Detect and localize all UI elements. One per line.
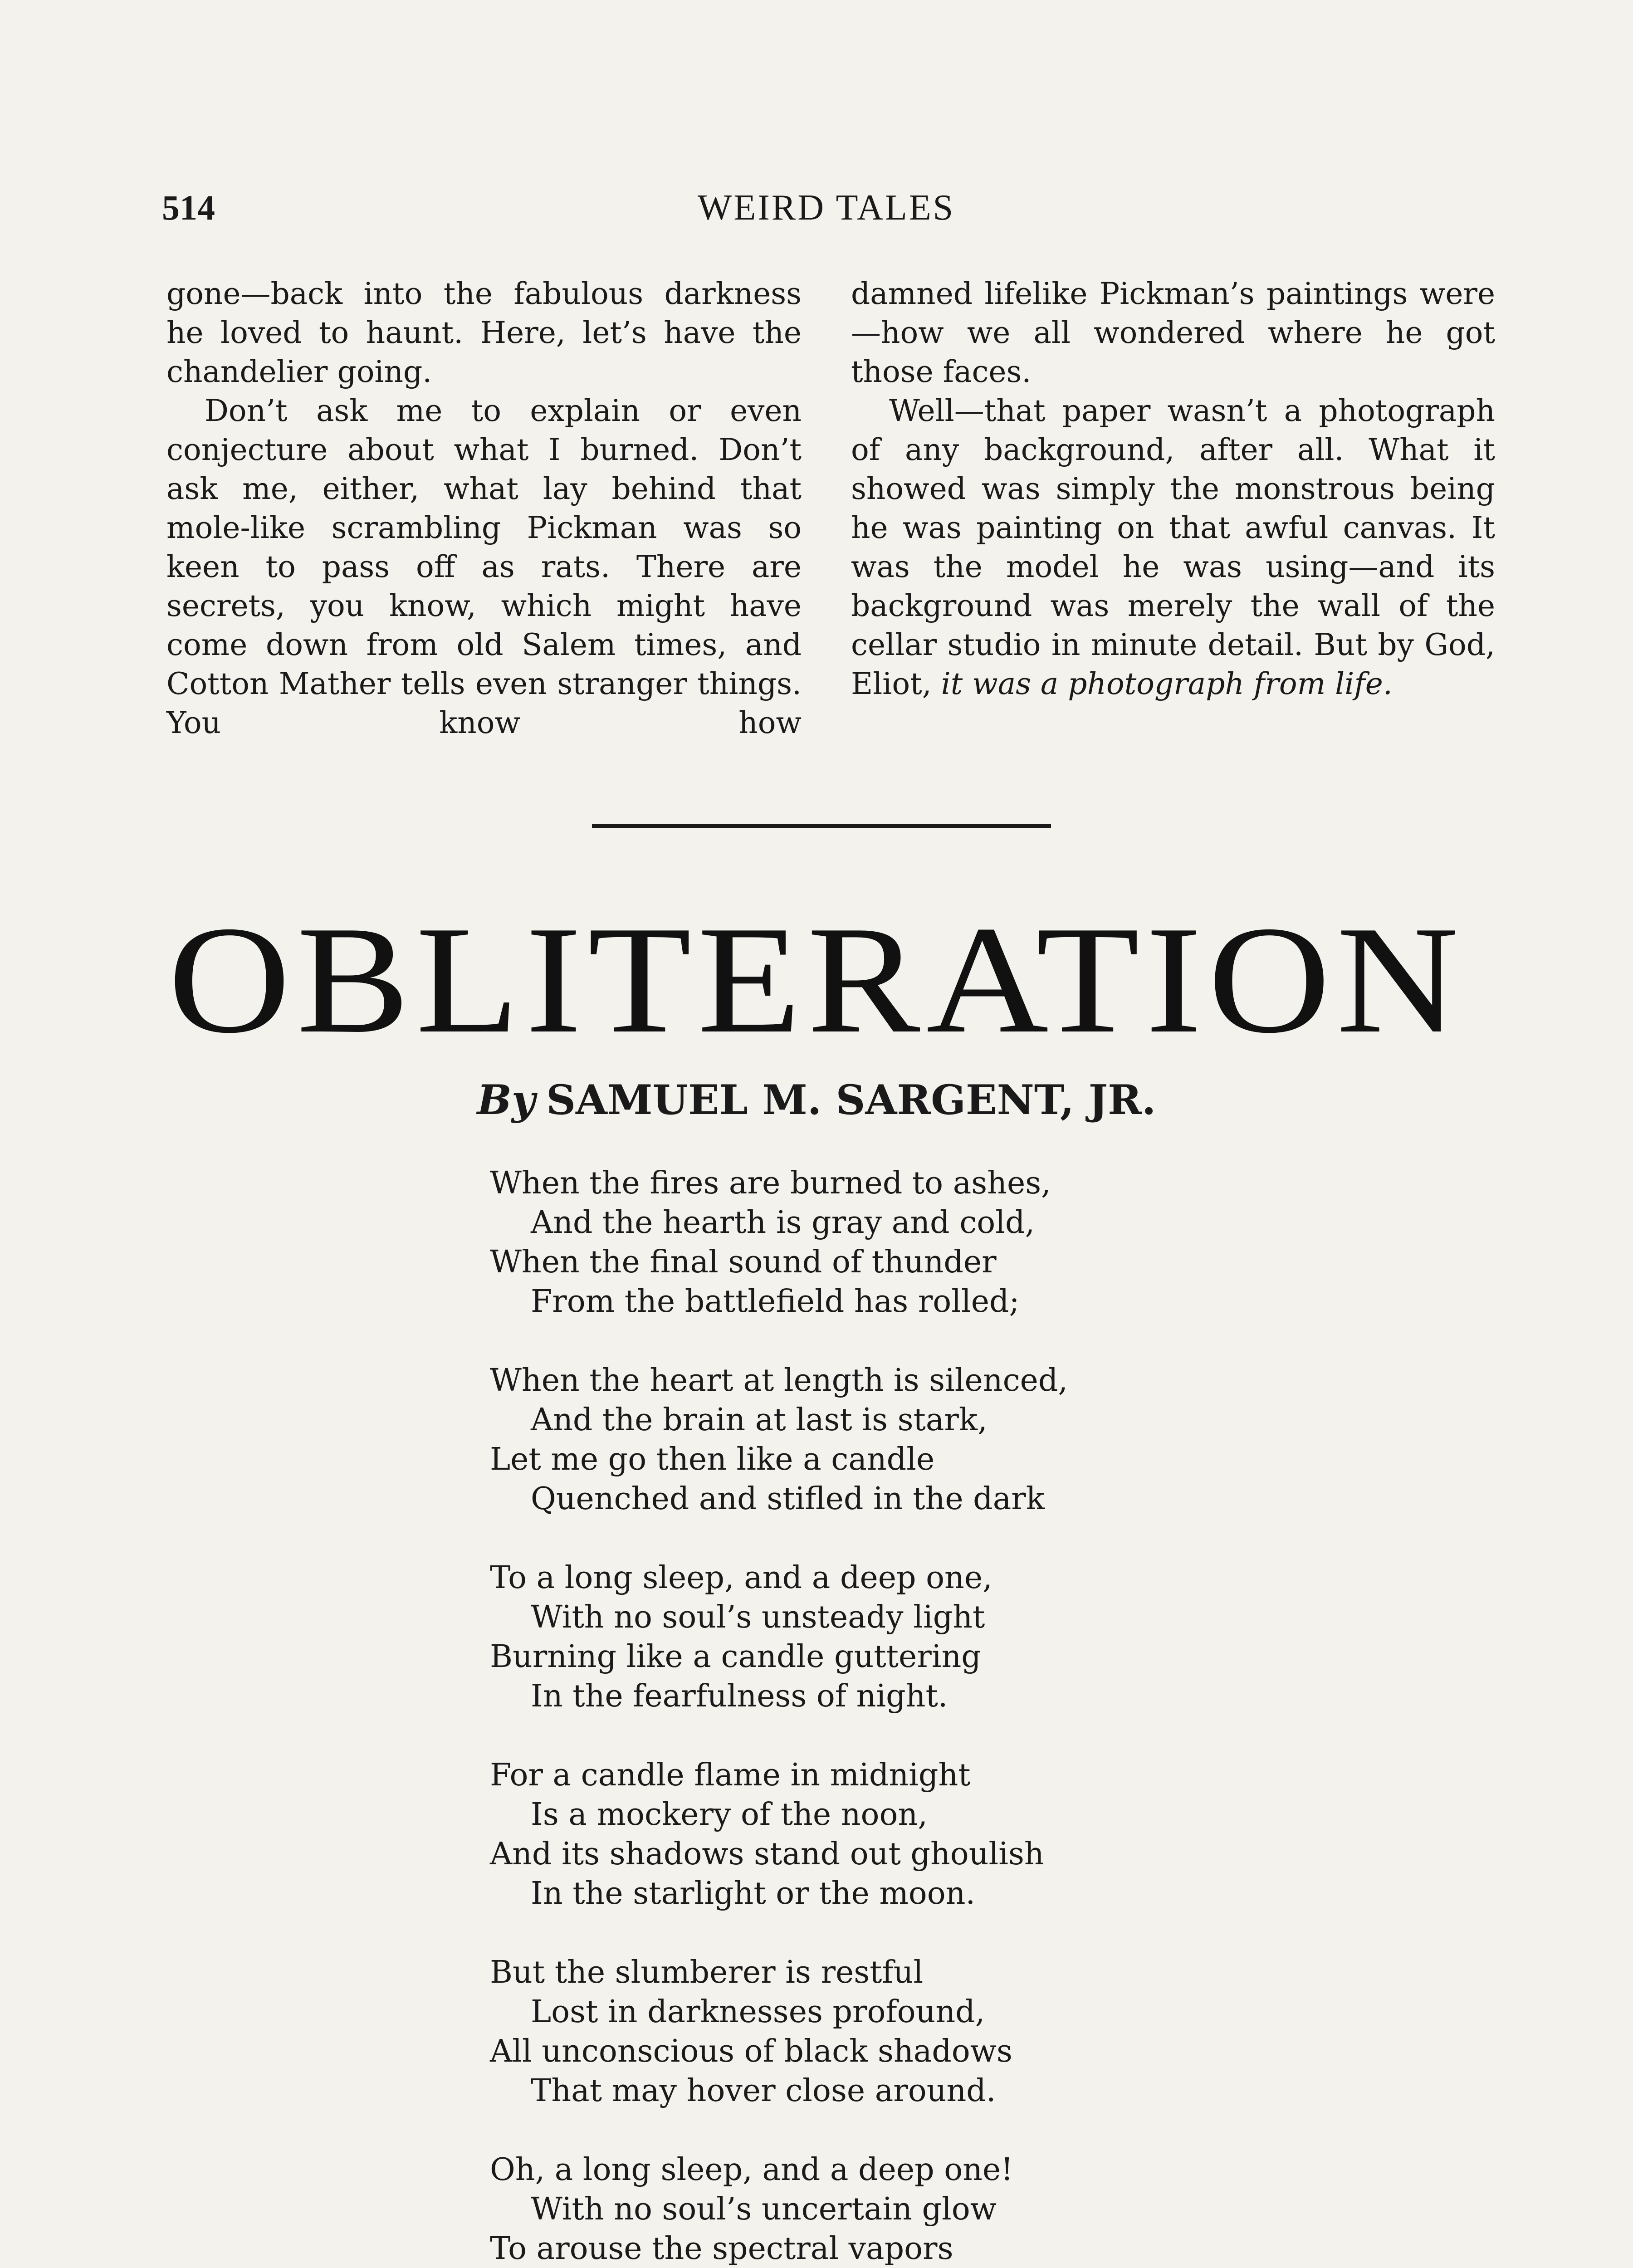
poem-body xyxy=(490,1163,1261,2268)
story-ending-columns xyxy=(166,274,1495,755)
poem-line: When the fires are burned to ashes, xyxy=(490,1165,1051,1201)
section-divider xyxy=(592,824,1051,828)
byline-by: By xyxy=(477,1076,536,1124)
author-name: SAMUEL M. SARGENT, JR. xyxy=(546,1076,1156,1124)
poem-line: Oh, a long sleep, and a deep one! xyxy=(490,2152,1013,2188)
poem-title: OBLITERATION xyxy=(168,894,1465,1065)
poem-line: And the hearth is gray and cold, xyxy=(531,1205,1035,1241)
poem-line: With no soul’s uncertain glow xyxy=(531,2191,997,2227)
poem-line: Is a mockery of the noon, xyxy=(531,1797,928,1833)
running-title: WEIRD TALES xyxy=(697,188,955,228)
poem-line: In the fearfulness of night. xyxy=(531,1678,948,1714)
poem-line: Burning like a candle guttering xyxy=(490,1639,981,1675)
paragraph: damned lifelike Pickman’s paintings were—how we all wondered where he got those faces. xyxy=(851,276,1495,389)
poem-line: From the battlefield has rolled; xyxy=(531,1284,1020,1320)
paragraph: Don’t ask me to explain or even conjecture about what I burned. Don’t ask me, either, what lay behind that mole-like scrambling Pickman was so keen to pass off as rats. There are secrets, you know, which might have come down from old Salem times, and Cotton Mather tells even stranger things. You know how xyxy=(166,393,802,740)
right-column xyxy=(851,274,1495,704)
poem-line: All unconscious of black shadows xyxy=(490,2033,1012,2069)
poem-line: For a candle flame in midnight xyxy=(490,1757,971,1793)
poem-line: Quenched and stifled in the dark xyxy=(531,1481,1045,1517)
poem-line: Let me go then like a candle xyxy=(490,1442,935,1477)
poem-line: To arouse the spectral vapors xyxy=(490,2231,953,2267)
italic-emphasis: it was a photograph from life. xyxy=(941,666,1393,701)
poem-line: That may hover close around. xyxy=(531,2073,996,2109)
poem-line: But the slumberer is restful xyxy=(490,1955,924,1990)
left-column xyxy=(166,274,802,743)
byline xyxy=(0,1070,1633,1129)
poem-stanza xyxy=(490,1755,1261,1913)
poem-line: To a long sleep, and a deep one, xyxy=(490,1560,993,1596)
poem-line: And the brain at last is stark, xyxy=(531,1402,988,1438)
poem-line: And its shadows stand out ghoulish xyxy=(490,1836,1044,1872)
running-header xyxy=(162,183,1491,233)
poem-line: With no soul’s unsteady light xyxy=(531,1599,985,1635)
paragraph: gone—back into the fabulous darkness he loved to haunt. Here, let’s have the chandelier going. xyxy=(166,276,802,389)
page-number: 514 xyxy=(162,188,215,227)
poem-stanza xyxy=(490,1558,1261,1716)
poem-stanza xyxy=(490,1163,1261,1321)
poem-line: Lost in darknesses profound, xyxy=(531,1994,985,2030)
paragraph-text: Well—that paper wasn’t a photograph of any background, after all. What it showed was simply the monstrous being he was painting on that awful canvas. It was the model he was using—and its background was merely the wall of the cellar studio in minute detail. But by God, Eliot, xyxy=(851,393,1495,701)
poem-line: When the final sound of thunder xyxy=(490,1244,997,1280)
poem-stanza xyxy=(490,1361,1261,1519)
poem-line: When the heart at length is silenced, xyxy=(490,1363,1068,1398)
poem-stanza xyxy=(490,1953,1261,2111)
paragraph xyxy=(851,391,1495,704)
poem-stanza xyxy=(490,2150,1261,2268)
poem-line: In the starlight or the moon. xyxy=(531,1876,976,1911)
